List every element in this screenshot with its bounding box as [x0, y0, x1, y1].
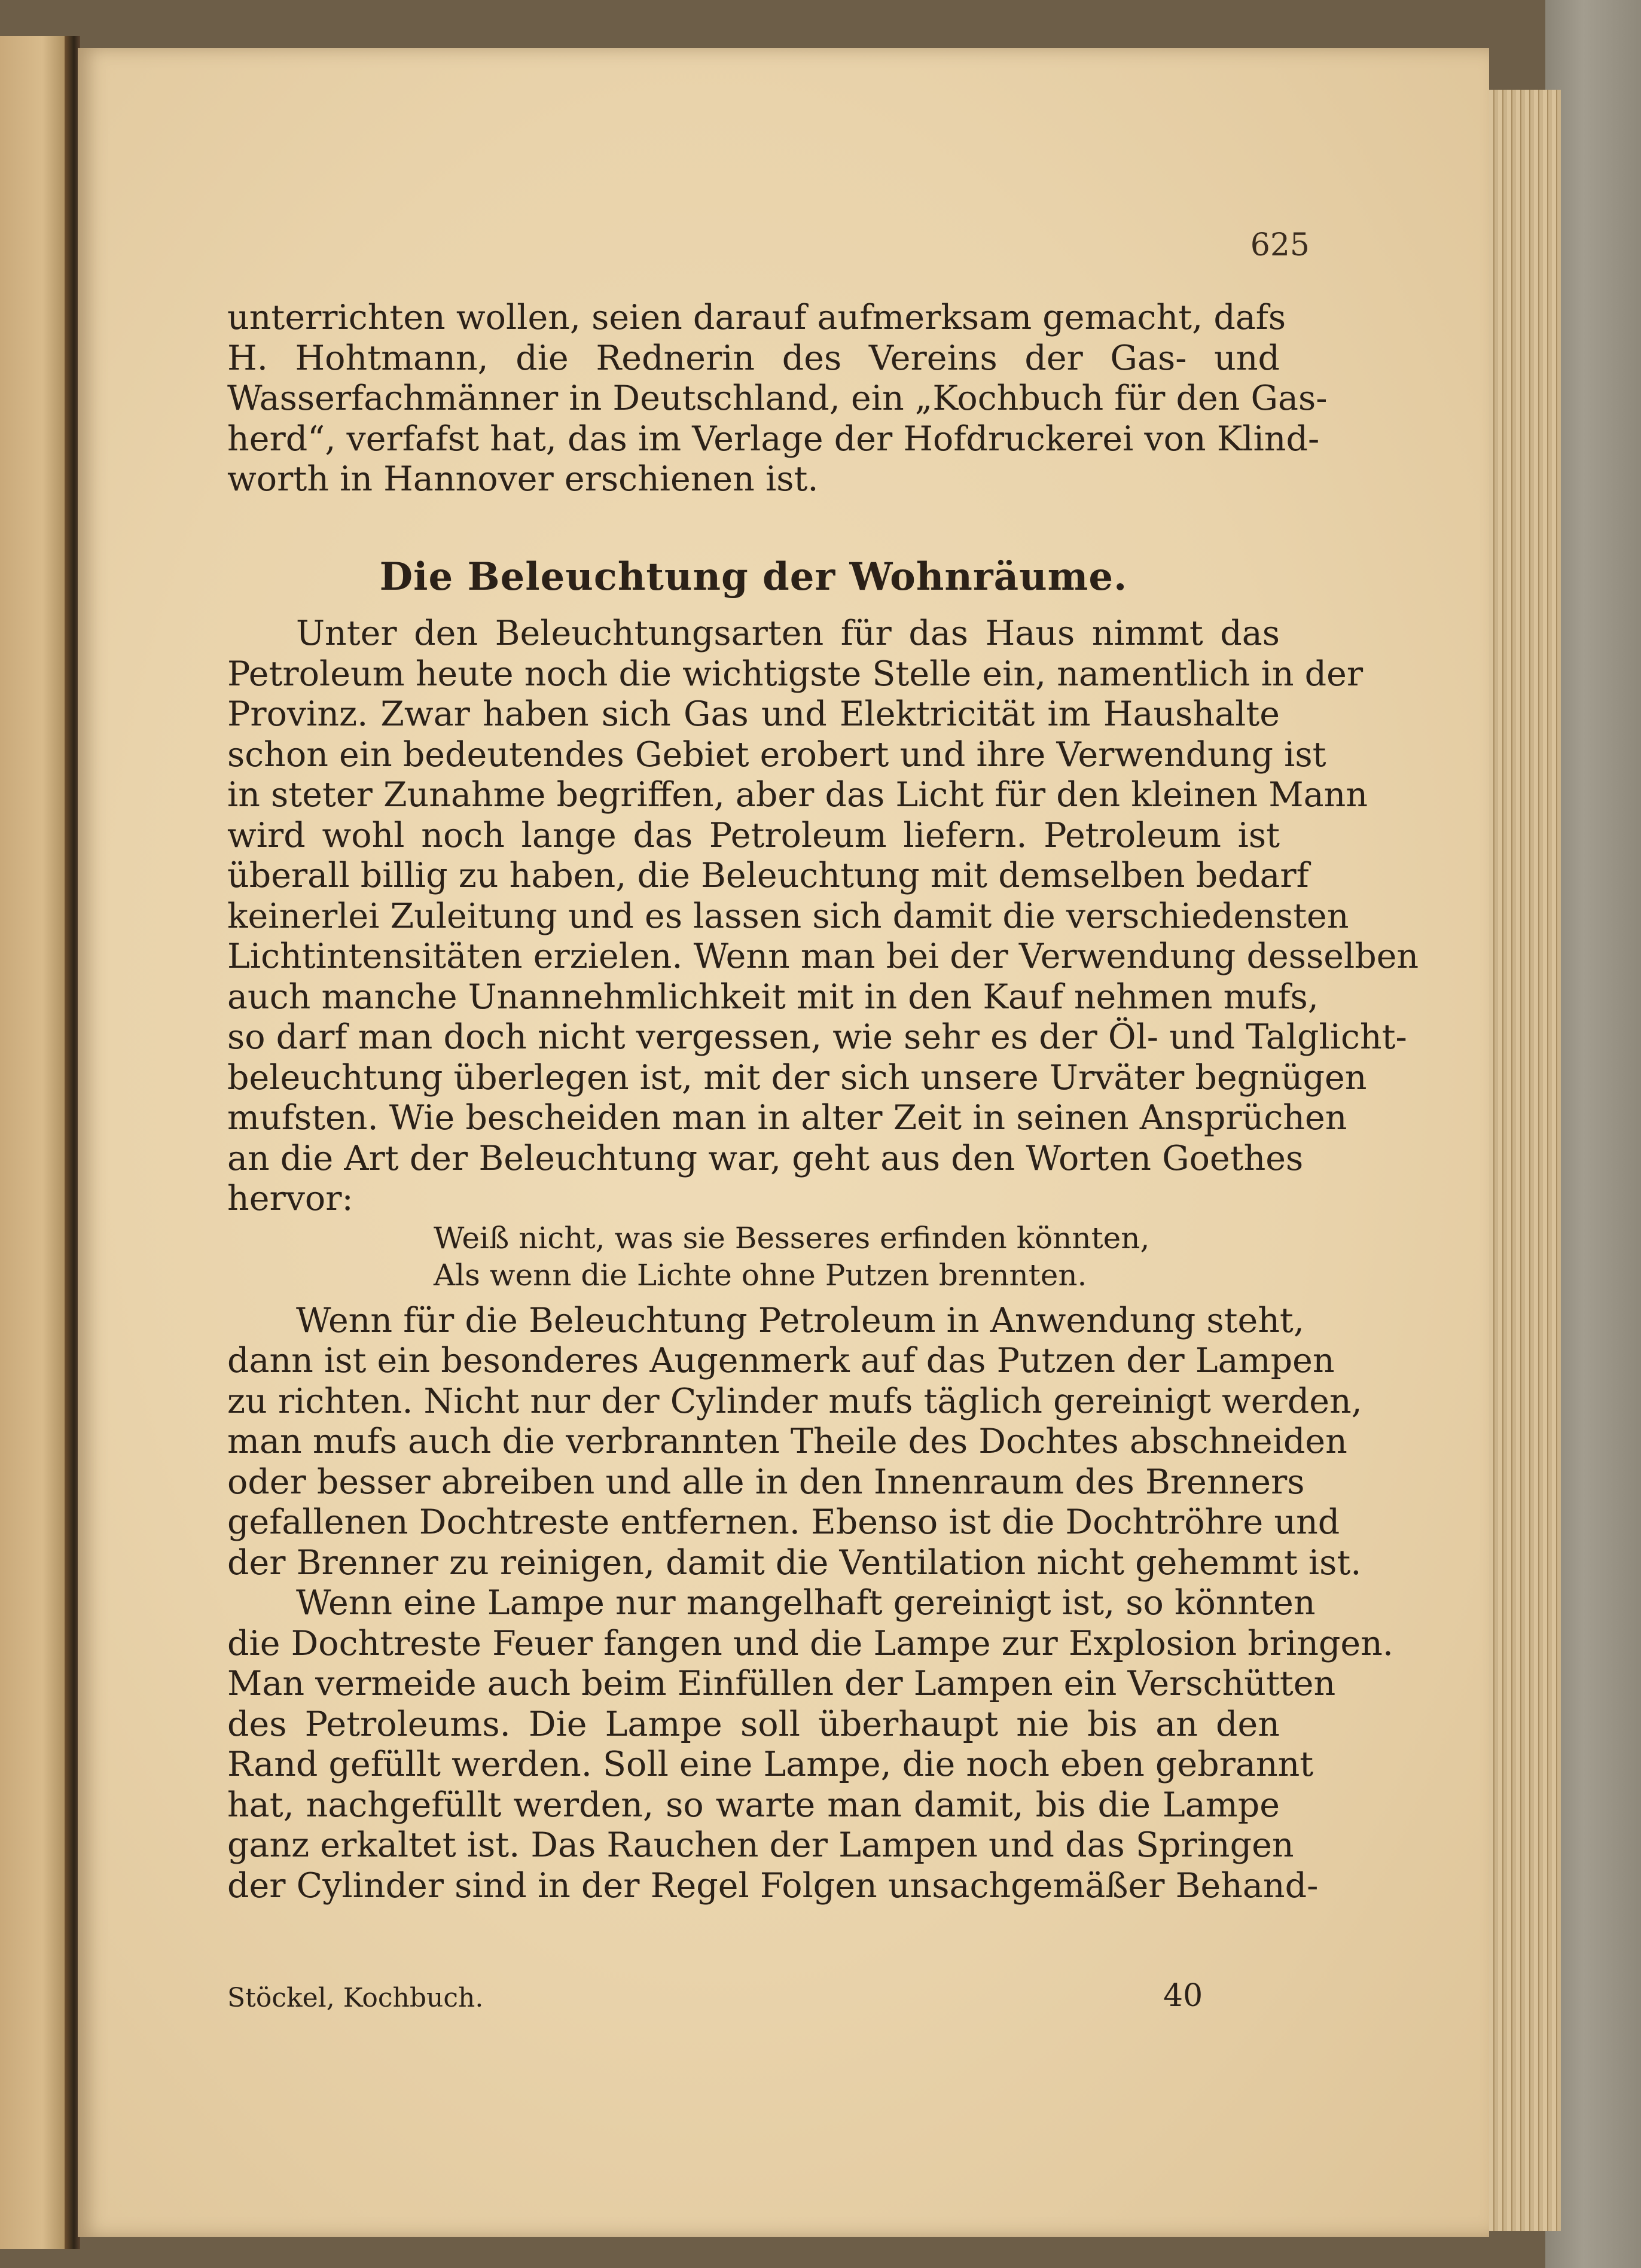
text-line: herd“, verfafst hat, das im Verlage der Hofdruckerei von Klind- — [227, 419, 1320, 459]
text-line: ganz erkaltet ist. Das Rauchen der Lampen und das Springen — [227, 1825, 1294, 1865]
footer-signature: Stöckel, Kochbuch. — [227, 1983, 484, 2013]
text-line: Petroleum heute noch die wichtigste Stelle ein, namentlich in der — [227, 654, 1364, 694]
text-line: der Brenner zu reinigen, damit die Ventilation nicht gehemmt ist. — [227, 1543, 1362, 1583]
page-body — [227, 298, 1419, 1906]
text-line: worth in Hannover erschienen ist. — [227, 459, 819, 499]
text-line: der Cylinder sind in der Regel Folgen unsachgemäßer Behand- — [227, 1865, 1319, 1906]
text-line: an die Art der Beleuchtung war, geht aus den Worten Goethes — [227, 1138, 1304, 1178]
goethe-quote — [227, 1220, 1280, 1294]
paragraph-petroleum — [227, 614, 1419, 1220]
text-line: so darf man doch nicht vergessen, wie sehr es der Öl- und Talglicht- — [227, 1017, 1407, 1057]
text-line: man mufs auch die verbrannten Theile des Dochtes abschneiden — [227, 1422, 1347, 1461]
text-line: Wasserfachmänner in Deutschland, ein „Kochbuch für den Gas- — [227, 379, 1328, 418]
text-line: beleuchtung überlegen ist, mit der sich unsere Urväter begnügen — [227, 1057, 1367, 1098]
text-line: in steter Zunahme begriffen, aber das Licht für den kleinen Mann — [227, 775, 1368, 815]
text-line: wird wohl noch lange das Petroleum liefern. Petroleum ist — [227, 815, 1280, 855]
text-line: keinerlei Zuleitung und es lassen sich damit die verschiedensten — [227, 896, 1349, 936]
text-line: Wenn für die Beleuchtung Petroleum in Anwendung steht, — [296, 1300, 1304, 1340]
text-line: überall billig zu haben, die Beleuchtung mit demselben bedarf — [227, 856, 1309, 895]
text-line: zu richten. Nicht nur der Cylinder mufs täglich gereinigt werden, — [227, 1381, 1362, 1421]
text-line: des Petroleums. Die Lampe soll überhaupt nie bis an den — [227, 1704, 1280, 1744]
paragraph-safety — [227, 1583, 1393, 1906]
section-heading: Die Beleuchtung der Wohnräume. — [379, 554, 1128, 599]
text-line: dann ist ein besonderes Augenmerk auf das Putzen der Lampen — [227, 1341, 1335, 1380]
left-page-edge — [0, 36, 71, 2249]
text-line: hervor: — [227, 1179, 353, 1218]
text-line: die Dochtreste Feuer fangen und die Lampe zur Explosion bringen. — [227, 1623, 1393, 1663]
text-line: Wenn eine Lampe nur mangelhaft gereinigt ist, so könnten — [296, 1583, 1316, 1623]
text-line: Unter den Beleuchtungsarten für das Haus nimmt das — [296, 614, 1280, 653]
quote-line: Weiß nicht, was sie Besseres erfinden könnten, — [434, 1220, 1150, 1255]
text-line: Lichtintensitäten erzielen. Wenn man bei der Verwendung desselben — [227, 937, 1419, 976]
page-footer — [227, 1978, 1280, 2025]
text-line: schon ein bedeutendes Gebiet erobert und ihre Verwendung ist — [227, 734, 1326, 775]
text-line: Provinz. Zwar haben sich Gas und Elektricität im Haushalte — [227, 694, 1280, 734]
text-line: mufsten. Wie bescheiden man in alter Zeit in seinen Ansprüchen — [227, 1098, 1347, 1138]
quote-line: Als wenn die Lichte ohne Putzen brennten. — [434, 1257, 1087, 1292]
book-page — [78, 48, 1489, 2237]
text-line: Rand gefüllt werden. Soll eine Lampe, die noch eben gebrannt — [227, 1745, 1314, 1784]
footer-sheet-number: 40 — [1163, 1978, 1203, 2014]
text-line: unterrichten wollen, seien darauf aufmerksam gemacht, dafs — [227, 298, 1286, 337]
text-line: auch manche Unannehmlichkeit mit in den Kauf nehmen mufs, — [227, 977, 1319, 1017]
page-number: 625 — [1250, 227, 1310, 263]
text-line: H. Hohtmann, die Rednerin des Vereins der Gas- und — [227, 338, 1280, 378]
text-line: oder besser abreiben und alle in den Innenraum des Brenners — [227, 1462, 1305, 1502]
paragraph-intro — [227, 298, 1328, 500]
text-line: Man vermeide auch beim Einfüllen der Lampen ein Verschütten — [227, 1664, 1336, 1703]
text-line: hat, nachgefüllt werden, so warte man damit, bis die Lampe — [227, 1785, 1280, 1825]
paragraph-cleaning — [227, 1300, 1362, 1584]
text-line: gefallenen Dochtreste entfernen. Ebenso ist die Dochtröhre und — [227, 1502, 1340, 1542]
